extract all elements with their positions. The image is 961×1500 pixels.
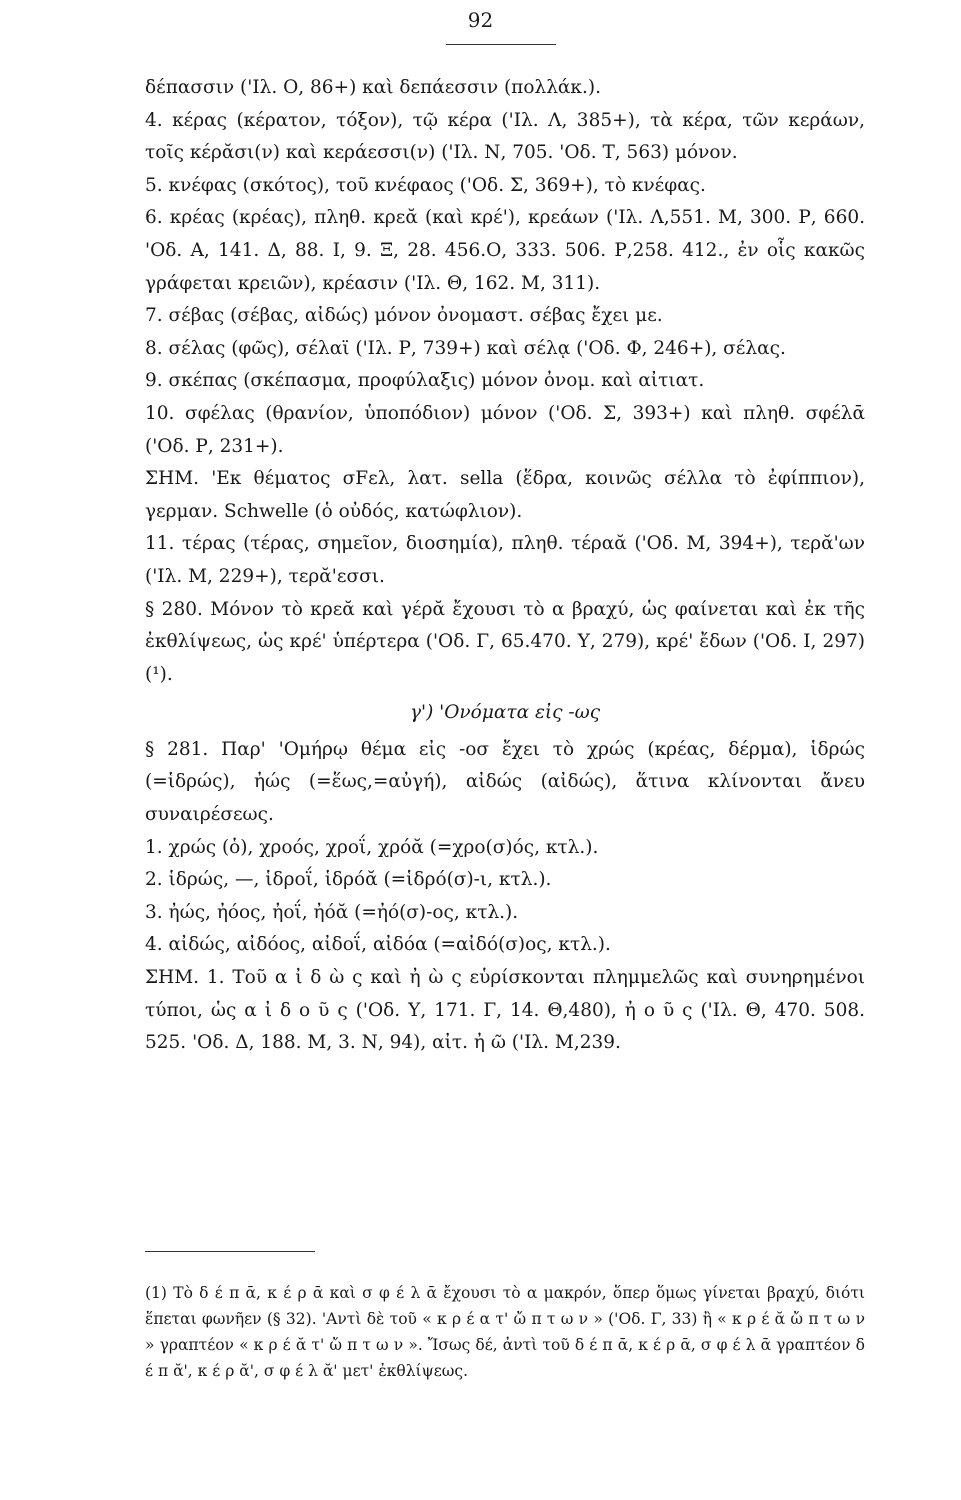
- declension-item: 4. αἰδώς, αἰδόος, αἰδοΐ, αἰδόα (=αἰδό(σ)ος, κτλ.).: [145, 934, 611, 956]
- paragraph: 8. σέλας (φῶς), σέλαϊ ('Ιλ. Ρ, 739+) καὶ σέλᾳ ('Οδ. Φ, 246+), σέλας.: [145, 337, 786, 359]
- paragraph: 10. σφέλας (θρανίον, ὑποπόδιον) μόνον ('Οδ. Σ, 393+) καὶ πληθ. σφέλᾱ ('Οδ. Ρ, 231+).: [145, 402, 865, 457]
- declension-item: 1. χρώς (ὁ), χροός, χροΐ, χρόᾰ (=χρο(σ)ός, κτλ.).: [145, 836, 599, 858]
- footnote: (1) Τὸ δ έ π ᾱ, κ έ ρ ᾱ καὶ σ φ έ λ ᾱ ἔχουσι τὸ α μακρόν, ὅπερ ὅμως γίνεται βραχύ, διότι ἕπεται φωνῆεν (§ 32). 'Αντὶ δὲ τοῦ « κ ρ έ α τ' ὤ π τ ω ν » ('Οδ. Γ, 33) ἢ « κ ρ έ ᾰ ὤ π τ ω ν » γραπτέον « κ ρ έ ᾰ τ' ὤ π τ ω ν ». Ἴσως δέ, ἀντὶ τοῦ δ έ π ᾱ, κ έ ρ ᾱ, σ φ έ λ ᾱ γραπτέον δ έ π ᾰ', κ έ ρ ᾰ', σ φ έ λ ᾰ' μετ' ἐκθλίψεως.: [145, 1283, 865, 1380]
- section-paragraph: § 281. Παρ' 'Ομήρῳ θέμα εἰς -οσ ἔχει τὸ χρώς (κρέας, δέρμα), ἱδρώς (=ἱδρώς), ἠώς (=ἕως,=αὐγή), αἰδώς (αἰδώς), ἅτινα κλίνονται ἄνευ συναιρέσεως.: [145, 738, 865, 826]
- paragraph: 7. σέβας (σέβας, αἰδώς) μόνον ὀνομαστ. σέβας ἔχει με.: [145, 305, 663, 327]
- paragraph: δέπασσιν ('Ιλ. Ο, 86+) καὶ δεπάεσσιν (πολλάκ.).: [145, 77, 601, 98]
- footnote-rule: [145, 1251, 315, 1252]
- section-heading: γ') 'Ονόματα εἰς -ως: [409, 702, 601, 724]
- paragraph: 5. κνέφας (σκότος), τοῦ κνέφαος ('Οδ. Σ, 369+), τὸ κνέφας.: [145, 174, 706, 196]
- note-paragraph: ΣΗΜ. 'Εκ θέματος σFελ, λατ. sella (ἕδρα, κοινῶς σέλλα τὸ ἐφίππιον), γερμαν. Schwelle (ὁ οὐδός, κατώφλιον).: [145, 468, 865, 522]
- declension-item: 3. ἠώς, ἠόος, ἠοΐ, ἠόᾰ (=ἠό(σ)-ος, κτλ.).: [145, 901, 519, 923]
- paragraph: 6. κρέας (κρέας), πληθ. κρεᾰ (καὶ κρέ'), κρεάων ('Ιλ. Λ,551. Μ, 300. Ρ, 660. 'Οδ. Α, 141. Δ, 88. Ι, 9. Ξ, 28. 456.Ο, 333. 506. Ρ,258. 412., ἐν οἷς κακῶς γράφεται κρειῶν), κρέασιν ('Ιλ. Θ, 162. Μ, 311).: [145, 207, 865, 294]
- section-paragraph: § 280. Μόνον τὸ κρεᾰ καὶ γέρᾰ ἔχουσι τὸ α βραχύ, ὡς φαίνεται καὶ ἐκ τῆς ἐκθλίψεως, ὡς κρέ' ὑπέρτερα ('Οδ. Γ, 65.470. Υ, 279), κρέ' ἔδων ('Οδ. Ι, 297) (¹).: [145, 598, 865, 685]
- page-number: 92: [467, 8, 494, 32]
- declension-item: 2. ἱδρώς, —, ἱδροΐ, ἱδρόᾰ (=ἱδρό(σ)-ι, κτλ.).: [145, 869, 552, 891]
- paragraph: 4. κέρας (κέρατον, τόξον), τῷ κέρα ('Ιλ. Λ, 385+), τὰ κέρα, τῶν κεράων, τοῖς κέρᾰσι(ν) καὶ κεράεσσι(ν) ('Ιλ. Ν, 705. 'Οδ. Τ, 563) μόνον.: [145, 109, 865, 164]
- header-rule: [446, 44, 556, 45]
- note-paragraph: ΣΗΜ. 1. Τοῦ α ἰ δ ὼ ς καὶ ἠ ὼ ς εὑρίσκονται πλημμελῶς καὶ συνηρημένοι τύποι, ὡς α ἰ δ ο ῦ ς ('Οδ. Υ, 171. Γ, 14. Θ,480), ἠ ο ῦ ς ('Ιλ. Θ, 470. 508. 525. 'Οδ. Δ, 188. Μ, 3. Ν, 94), αἰτ. ἠ ῶ ('Ιλ. Μ,239.: [145, 967, 865, 1054]
- paragraph: 9. σκέπας (σκέπασμα, προφύλαξις) μόνον ὀνομ. καὶ αἰτιατ.: [145, 370, 705, 392]
- main-text: [145, 72, 865, 1060]
- paragraph: 11. τέρας (τέρας, σημεῖον, διοσημία), πληθ. τέραᾰ ('Οδ. Μ, 394+), τερᾰ'ων ('Ιλ. Μ, 229+), τερᾰ'εσσι.: [145, 533, 865, 587]
